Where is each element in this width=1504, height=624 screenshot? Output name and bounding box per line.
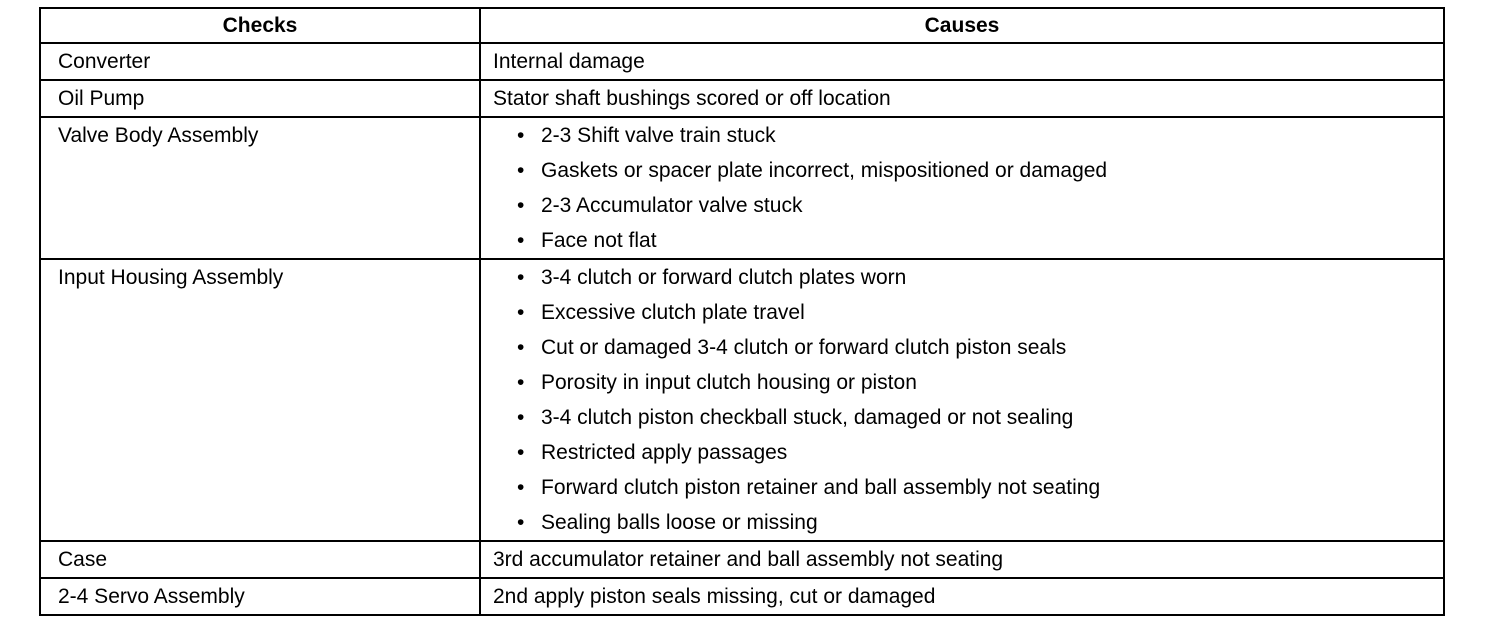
check-cell: Valve Body Assembly bbox=[40, 117, 480, 259]
cause-item: • Cut or damaged 3-4 clutch or forward clutch piston seals bbox=[517, 330, 1443, 365]
cause-cell bbox=[480, 578, 1444, 615]
bullet-icon: • bbox=[517, 266, 525, 289]
diagnosis-table bbox=[39, 7, 1445, 616]
bullet-icon: • bbox=[517, 476, 525, 499]
cause-list bbox=[480, 259, 1444, 541]
checks-header: Checks bbox=[40, 8, 480, 43]
check-cell: Oil Pump bbox=[40, 80, 480, 117]
check-cell: Case bbox=[40, 541, 480, 578]
cause-item: • 2-3 Accumulator valve stuck bbox=[517, 188, 1443, 223]
table-row bbox=[40, 43, 1444, 80]
table-row bbox=[40, 578, 1444, 615]
cause-item: • Porosity in input clutch housing or piston bbox=[517, 365, 1443, 400]
table-row bbox=[40, 541, 1444, 578]
bullet-icon: • bbox=[517, 194, 525, 217]
cause-item: • Forward clutch piston retainer and ball assembly not seating bbox=[517, 470, 1443, 505]
cause-item: • Excessive clutch plate travel bbox=[517, 295, 1443, 330]
check-cell: 2-4 Servo Assembly bbox=[40, 578, 480, 615]
cause-cell bbox=[480, 541, 1444, 578]
bullet-icon: • bbox=[517, 371, 525, 394]
cause-cell bbox=[480, 43, 1444, 80]
bullet-icon: • bbox=[517, 441, 525, 464]
cause-item: • Face not flat bbox=[517, 223, 1443, 258]
cause-list bbox=[480, 117, 1444, 259]
table-row bbox=[40, 80, 1444, 117]
cause-item: • Restricted apply passages bbox=[517, 435, 1443, 470]
cause-item: Stator shaft bushings scored or off location bbox=[493, 87, 891, 110]
bullet-icon: • bbox=[517, 511, 525, 534]
bullet-icon: • bbox=[517, 406, 525, 429]
table-row bbox=[40, 117, 1444, 259]
cause-item: • 3-4 clutch or forward clutch plates worn bbox=[517, 260, 1443, 295]
table-row bbox=[40, 259, 1444, 541]
bullet-icon: • bbox=[517, 229, 525, 252]
cause-item: • 2-3 Shift valve train stuck bbox=[517, 118, 1443, 153]
bullet-icon: • bbox=[517, 301, 525, 324]
header-row bbox=[40, 8, 1444, 43]
bullet-icon: • bbox=[517, 336, 525, 359]
cause-item: • 3-4 clutch piston checkball stuck, damaged or not sealing bbox=[517, 400, 1443, 435]
bullet-icon: • bbox=[517, 159, 525, 182]
check-cell: Converter bbox=[40, 43, 480, 80]
check-cell: Input Housing Assembly bbox=[40, 259, 480, 541]
causes-header: Causes bbox=[480, 8, 1444, 43]
bullet-icon: • bbox=[517, 124, 525, 147]
cause-cell bbox=[480, 80, 1444, 117]
cause-item: • Sealing balls loose or missing bbox=[517, 505, 1443, 540]
cause-item: 3rd accumulator retainer and ball assembly not seating bbox=[493, 548, 1004, 571]
cause-item: Internal damage bbox=[493, 50, 645, 73]
cause-item: • Gaskets or spacer plate incorrect, mispositioned or damaged bbox=[517, 153, 1443, 188]
cause-item: 2nd apply piston seals missing, cut or damaged bbox=[493, 585, 936, 608]
